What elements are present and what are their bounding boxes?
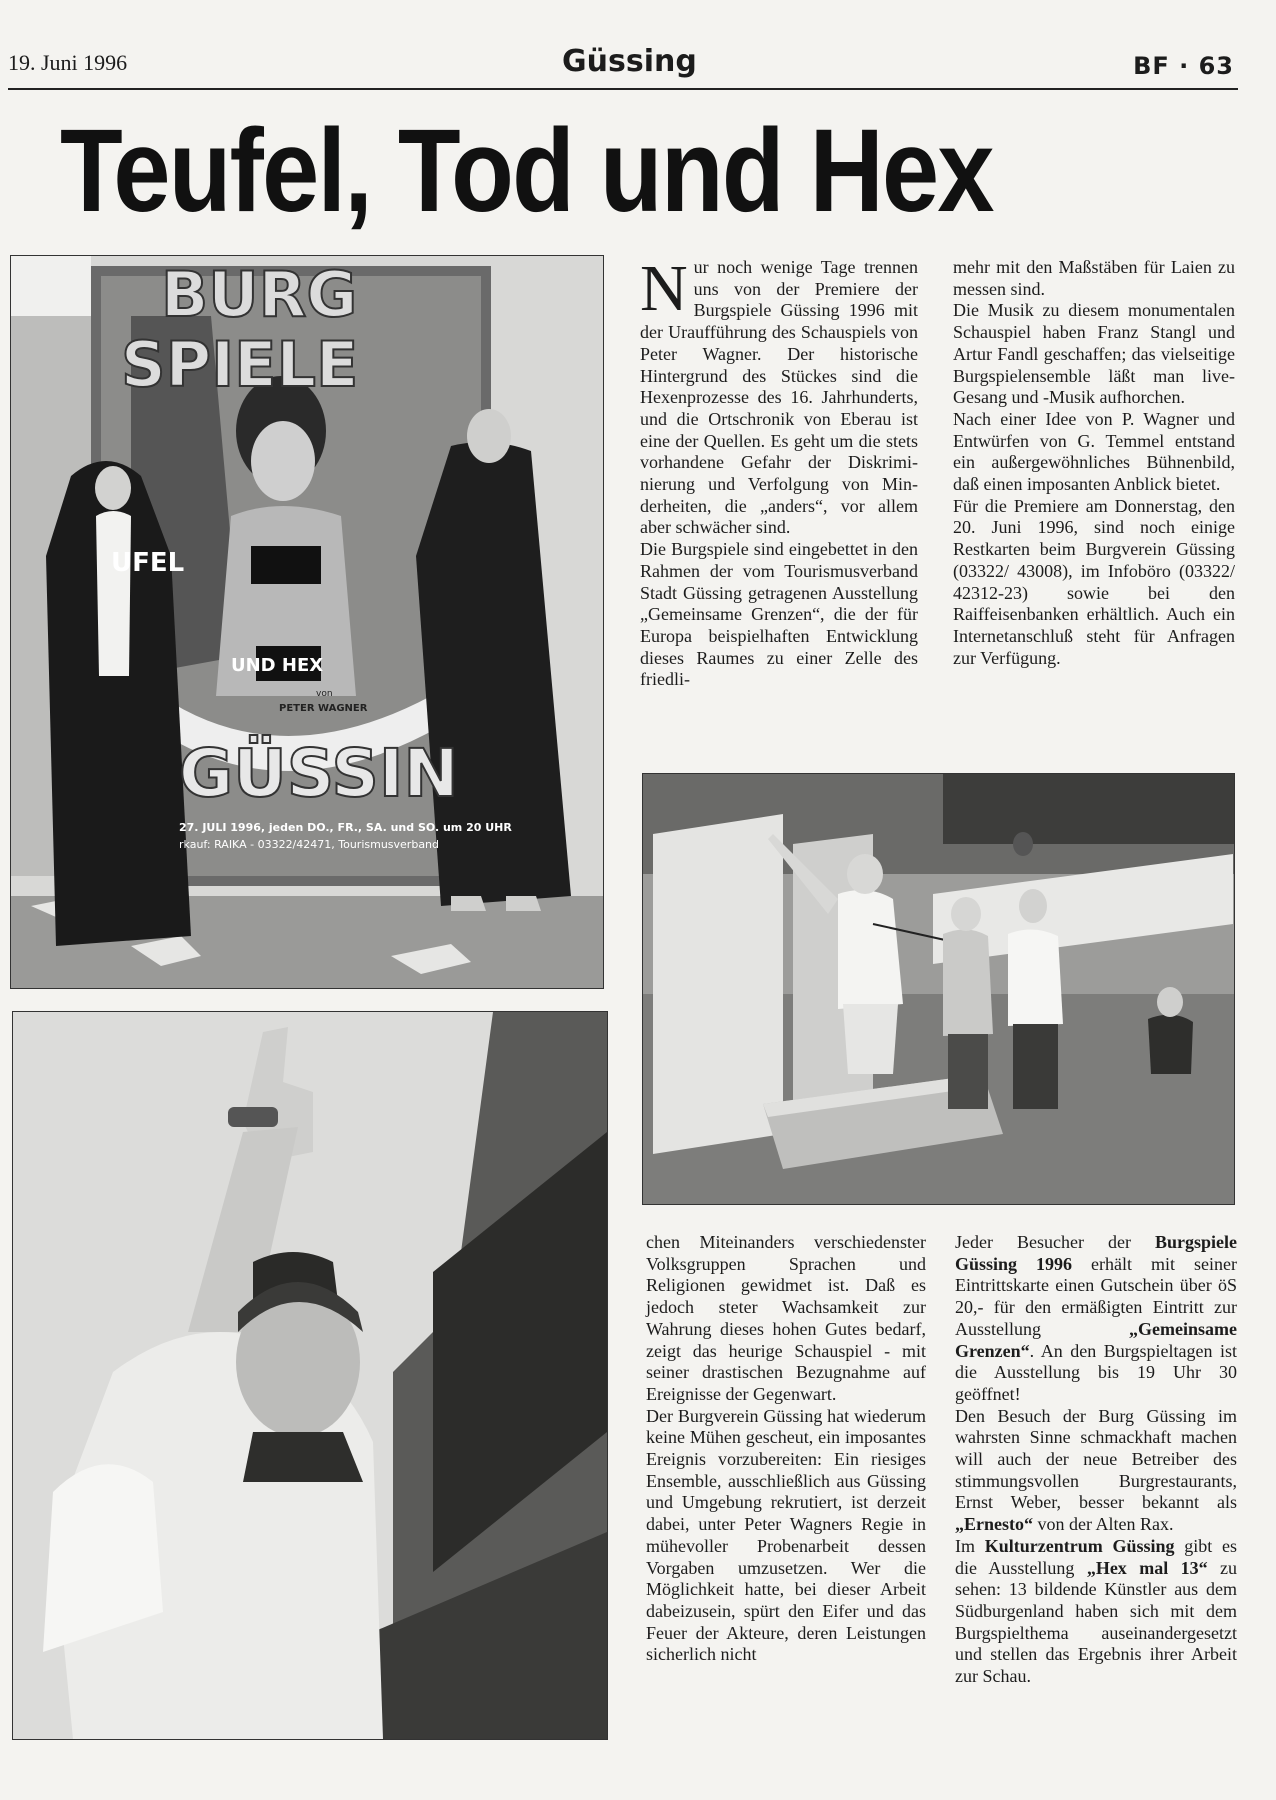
- article-paragraph: chen Miteinanders verschiedenster Volksgruppen Sprachen und Religionen gewidmet ist. Daß es jedoch steter Wachsamkeit zur Wahrung dieses hohen Gutes bedarf, zeigt das heurige Schauspiel - mit seiner drastischen Bezugnahme auf Ereignisse der Gegenwart.: [646, 1232, 926, 1404]
- poster-text-von: von: [316, 689, 333, 699]
- poster-text-teufel: UFEL: [111, 548, 185, 578]
- page-number: BF · 63: [1133, 52, 1234, 80]
- article-paragraph: Der Burgverein Güssing hat wiederum keine Mühen gescheut, ein imposantes Ereignis vorzubereiten: Ein riesiges Ensemble, ausschließlich aus Güssing und Umgebung rekrutiert, ist derzeit dabei, unter Peter Wagners Regie in mühevoller Probenarbeit dessen Vorgaben umzusetzen. Wer die Möglichkeit hatte, bei dieser Arbeit dabeizusein, spürt den Eifer und das Feuer der Akteure, deren Leistungen sicherlich nicht: [646, 1405, 926, 1665]
- photo-poster-nun-priest: [10, 255, 604, 989]
- rehearsal-scene: [643, 774, 1234, 1204]
- article-paragraph: [955, 1536, 1237, 1688]
- bold-text: Kulturzentrum Güssing: [984, 1535, 1175, 1556]
- article-paragraph: mehr mit den Maßstäben für Laien zu messen sind.: [953, 257, 1235, 299]
- article-paragraph: Für die Premiere am Donnerstag, den 20. Juni 1996, sind noch einige Restkarten beim Burgverein Güssing (03322/ 43008), im Infoböro (03322/ 42312-23) sowie bei den Raiffeisenbanken erhältlich. Auch ein Internetanschluß steht für Anfragen zur Verfügung.: [953, 495, 1235, 668]
- bold-text: „Gemeinsame Grenzen“: [955, 1318, 1237, 1361]
- bold-text: „Hex mal 13“: [1086, 1557, 1208, 1578]
- article-column-1: [640, 252, 918, 691]
- paragraph-text: ur noch wenige Tage trennen uns von der Premiere der Burgspiele Güssing 1996 mit der Uraufführung des Schauspiels von Peter Wagner. Der historische Hintergrund des Stückes sind die Hexenprozesse des 16. Jahrhunderts, und die Ortschronik von Eberau ist eine der Quellen. Es geht um die stets vorhandene Gefahr der Diskriminierung und Verfolgung von Minderheiten, die „anders“, vor allem aber schwächer sind.: [640, 257, 918, 538]
- bold-text: „Ernesto“: [955, 1514, 1033, 1535]
- text-run: zu sehen: 13 bildende Künstler aus dem Südburgenland haben sich mit dem Burgspielthema auseinandergesetzt und stellen das Ergebnis ihrer Arbeit zur Schau.: [955, 1557, 1237, 1687]
- header-rule: [8, 88, 1238, 90]
- article-paragraph: Die Burgspiele sind eingebettet in den Rahmen der vom Tourismusverband Stadt Güssing getragenen Ausstellung „Gemeinsame Grenzen“, die der für Europa beispielhaften Entwicklung dieses Raumes zu einer Zelle des friedli-: [640, 539, 918, 690]
- poster-text-dates: 27. JULI 1996, jeden DO., FR., SA. und SO. um 20 UHR: [179, 821, 512, 834]
- poster-text-sale: rkauf: RAIKA - 03322/42471, Tourismusverband: [179, 838, 440, 851]
- text-run: Jeder Besucher der: [955, 1232, 1155, 1252]
- article-column-2: [953, 257, 1235, 669]
- article-paragraph: Die Musik zu diesem monumentalen Schauspiel haben Franz Stangl und Artur Fandl geschaffen; das vielseitige Burgspielensemble läßt man live-Gesang und -Musik aufhorchen.: [953, 300, 1235, 408]
- headline: Teufel, Tod und Hex: [60, 105, 993, 237]
- woman-scene: [13, 1012, 607, 1739]
- poster-scene: [11, 256, 603, 988]
- article-paragraph: Nach einer Idee von P. Wagner und Entwürfen von G. Temmel entstand ein außergewöhnliches Bühnenbild, daß einen imposanten Anblick bietet.: [953, 408, 1235, 495]
- text-run: . An den Burgspieltagen ist die Ausstellung bis 19 Uhr 30 geöffnet!: [955, 1340, 1237, 1404]
- article-paragraph: [955, 1406, 1237, 1536]
- photo-rehearsal-scene: [642, 773, 1235, 1205]
- poster-text-author: PETER WAGNER: [279, 703, 368, 714]
- section-title: Güssing: [562, 44, 697, 79]
- text-run: Den Besuch der Burg Güssing im wahrsten Sinne schmackhaft machen will auch der neue Betreiber des stimmungsvollen Burgrestaurants, Ernst Weber, besser bekannt als: [955, 1405, 1237, 1513]
- article-column-4: [955, 1232, 1237, 1688]
- poster-text-guessing: GÜSSIN: [179, 735, 459, 812]
- text-run: gibt es die Ausstellung: [955, 1535, 1237, 1578]
- photo-woman-pointing: [12, 1011, 608, 1740]
- text-run: Im: [955, 1535, 985, 1556]
- poster-text-und-hex: UND HEX: [231, 655, 324, 676]
- bold-text: Burgspiele Güssing 1996: [955, 1232, 1237, 1274]
- article-paragraph: [955, 1232, 1237, 1406]
- poster-text-spiele: SPIELE: [121, 328, 359, 401]
- article-column-3: [646, 1232, 926, 1666]
- poster-text-burg: BURG: [161, 258, 358, 331]
- text-run: von der Alten Rax.: [1033, 1514, 1174, 1535]
- text-run: erhält mit seiner Eintrittskarte einen Gutschein über öS 20,- für den ermäßigten Eintritt zur Ausstellung: [955, 1253, 1237, 1339]
- issue-date: 19. Juni 1996: [8, 50, 128, 75]
- dropcap: N: [640, 252, 688, 325]
- article-paragraph: [640, 252, 918, 539]
